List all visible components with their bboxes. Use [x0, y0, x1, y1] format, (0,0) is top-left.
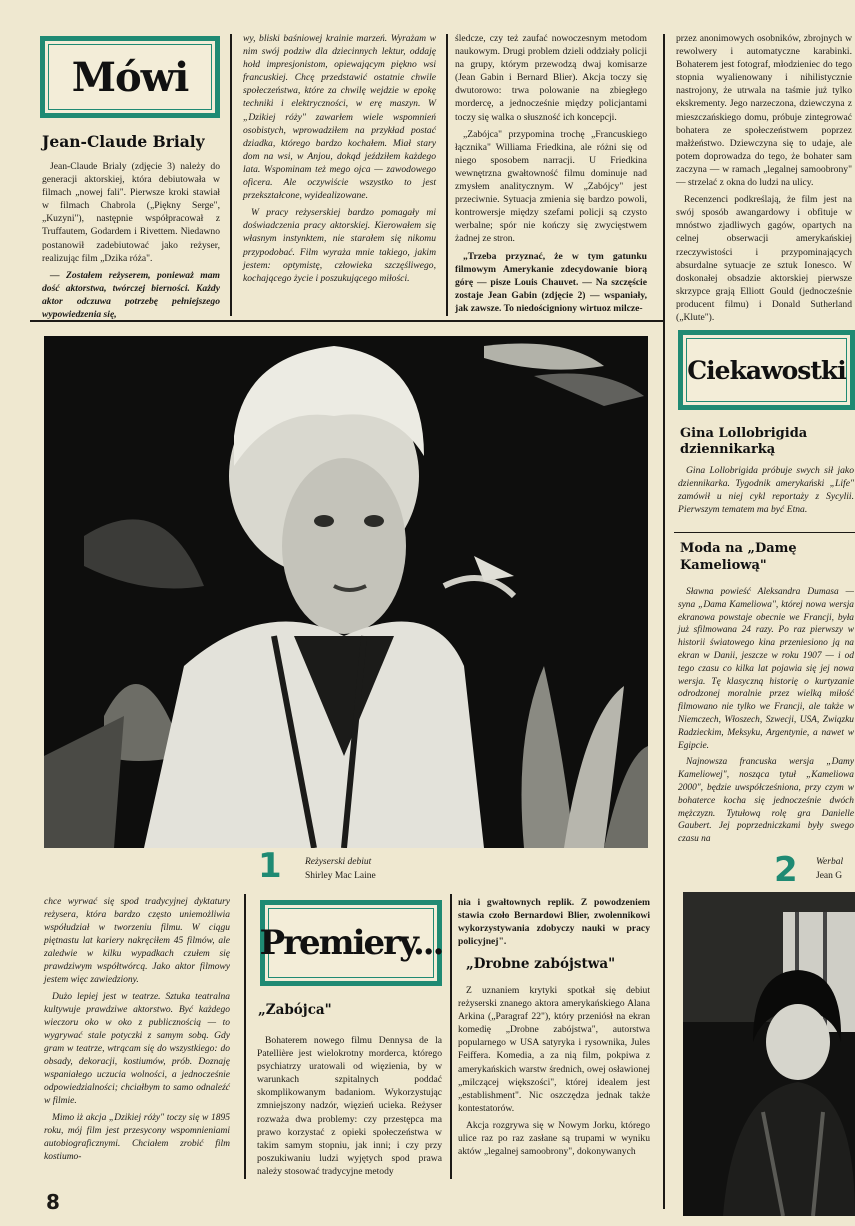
photo-1-caption-title: Reżyserski debiut	[305, 857, 372, 867]
column-divider	[450, 894, 452, 1179]
paragraph: Bohaterem nowego filmu Dennysa de la Patellière jest wielokrotny morderca, którego psychiatrzy uratowali od więzienia, by w warunkach szpitalnych poddać skomplikowanym badaniom. Wykorzystując zmniejszony nadzór, więzień ucieka. Reżyser rozważa dwa problemy: czy przestępca ma prawo korzystać z opieki społeczeństwa w takim samym stopniu, jak inni; i czy przy poszukiwaniu ludzi wyjętych spod prawa należy stosować tradycyjne metody	[257, 1035, 442, 1177]
section-title-mowi: Mówi	[40, 36, 220, 118]
column-divider	[230, 34, 232, 316]
paragraph: W pracy reżyserskiej bardzo pomagały mi doświadczenia pracy aktorskiej. Kierowałem się własnym instynktem, nie starałem się nikomu przypodobać. Film wyraża mnie takiego, jakim jestem: optymistę, człowieka szczęśliwego, kochającego życie i poszukującego miłości.	[243, 207, 436, 284]
photo-1-caption-name: Shirley Mac Laine	[305, 871, 376, 881]
photo-1-number: 1	[258, 846, 282, 886]
right-column-top	[676, 32, 852, 328]
heading-drobne-zabojstwa: „Drobne zabójstwa"	[466, 956, 616, 972]
column-divider	[663, 34, 665, 1209]
bottom-column-2	[257, 1034, 442, 1182]
paragraph: nia i gwałtownych replik. Z powodzeniem stawia czoło Bernardowi Blier, zwolennikowi wykorzystywania zdobyczy nauki w pracy policyjnej".	[458, 897, 650, 948]
section-title-premiery: Premiery...	[260, 900, 442, 986]
paragraph: chce wyrwać się spod tradycyjnej dyktatury reżysera, która bardzo często uniemożliwia współudział w tworzeniu filmu. W ciągu piętnastu lat kariery nakręciłem 45 filmów, ale zaledwie w kilku wypadkach czułem się prawdziwym współtwórcą. Jako aktor filmowy jestem więc zawiedziony.	[44, 897, 230, 985]
paragraph: Akcja rozgrywa się w Nowym Jorku, którego ulice raz po raz zasłane są trupami w wyniku aktów „legalnej samoobrony", dokonywanych	[458, 1119, 650, 1158]
mowi-column-2	[243, 32, 436, 289]
column-divider	[244, 894, 246, 1179]
divider	[674, 532, 855, 533]
section-title-ciekawostki: Ciekawostki	[678, 330, 855, 410]
photo-shirley-maclaine	[44, 336, 648, 848]
paragraph: „Zabójca" przypomina trochę „Francuskiego łącznika" Williama Friedkina, ale różni się od niego sposobem narracji. U Friedkina wewnętrzna gwałtowność filmu dominuje nad zmysłem analitycznym. W „Zabójcy" jest przeciwnie. Sytuacja zmienia się bardzo powoli, kontrowersje między szefami policji są czysto werbalne; spór nie kończy się zwycięstwem żadnej ze stron.	[455, 128, 647, 245]
paragraph: — Zostałem reżyserem, ponieważ mam dość aktorstwa, twórczej bierności. Każdy aktor odczuwa potrzebę pełniejszego wypowiedzenia się,	[42, 269, 220, 321]
photo-2-caption-title: Werbal	[816, 857, 844, 867]
page-number: 8	[46, 1190, 60, 1214]
heading-lollobrigida: Gina Lollobrigida dziennikarką	[680, 426, 808, 457]
lollobrigida-text	[678, 464, 854, 520]
mowi-column-3	[455, 32, 647, 319]
paragraph: Najnowsza francuska wersja „Damy Kameliowej", nosząca tytuł „Kameliowa 2000", będzie uwspółcześniona, przy czym w bohaterce kocha się jednocześnie dwóch mężczyzn. Tytułową rolę gra Danielle Gaubert. Jej poprzedniczkami były swego czasu na	[678, 757, 854, 845]
divider	[30, 320, 663, 322]
paragraph: wy, bliski baśniowej krainie marzeń. Wyrażam w nim swój podziw dla dziecinnych lektur, oddaję hołd impresjonistom, opiewającym piękno wsi francuskiej. Chcę przedstawić ostatnie chwile społeczeństwa, które za chwilę wejdzie w epokę techniki i elektryczności, w erę maszyn. W „Dzikiej róży" zawarłem wiele wspomnień osobistych, wprowadziłem na przykład postać dziadka, którego bardzo kochałem. Miał stary dom na wsi, w Anjou, dokąd jeździłem każdego lata. Wspominam też mego ojca — zawodowego oficera. Ale oczywiście wszystko to jest przekształcone, wyidealizowane.	[243, 33, 436, 202]
headline-brialy: Jean-Claude Brialy	[42, 132, 205, 151]
heading-dama-kameliowa: Moda na „Damę Kameliową"	[680, 541, 797, 573]
paragraph: Sławna powieść Aleksandra Dumasa — syna „Dama Kameliowa", której nowa wersja ekranowa powstaje obecnie we Francji, była już sfilmowana 24 razy. Po raz pierwszy w historii światowego kina przeniesiono ją na ekran w Danii, jeszcze w roku 1907 — i od tego czasu co kilka lat pojawia się jej nowa wersja. Tę klasyczną historię o kurtyzanie odrodzonej moralnie przez wielką miłość filmowano nie tylko we Francji, ale także w Niemczech, Włoszech, Szwecji, USA, Związku Radzieckim, Meksyku, Argentynie, a nawet w Egipcie.	[678, 587, 854, 751]
paragraph: Z uznaniem krytyki spotkał się debiut reżyserski znanego aktora amerykańskiego Alana Arkina („Paragraf 22"), który przeniósł na ekran komedię „Drobne zabójstwa", autorstwa popularnego w USA satyryka i rysownika, Jules Feiffera. Komedia, a za nią film, pokpiwa z amerykańskich warstw średnich, owej osławionej „milczącej większości", której idealem jest „establishment". Nic oszczędza jednak także kontestatorów.	[458, 985, 650, 1114]
bottom-column-1	[44, 896, 230, 1168]
paragraph: Dużo lepiej jest w teatrze. Sztuka teatralna kultywuje prawdziwe aktorstwo. Być każdego wieczoru oko w oko z publicznością — to wygrywać stale potyczki z samym sobą. Gdy gram w teatrze, wtrącam się do wszystkiego: do obsady, dekoracji, kostiumów, prób. Doznaję wspaniałego uczucia wolności, a jednocześnie odpowiedzialności; chciałbym to samo odnaleźć w filmie.	[44, 992, 230, 1106]
bottom-column-3b	[458, 984, 650, 1162]
kameliowa-text	[678, 586, 854, 850]
photo-illustration	[683, 892, 855, 1216]
mowi-column-1	[42, 160, 220, 325]
column-divider	[446, 34, 448, 316]
paragraph: „Trzeba przyznać, że w tym gatunku filmowym Amerykanie zdecydowanie biorą górę — pisze Louis Chauvet. — Na szczęście zostaje Jean Gabin (zdjęcie 2) — wspaniały, jak zawsze. To niedościgniony wirtuoz milcze-	[455, 250, 647, 314]
heading-zabojca: „Zabójca"	[258, 1002, 332, 1018]
paragraph: śledcze, czy też zaufać nowoczesnym metodom naukowym. Drugi problem dzieli oddziały policji na grupy, którym przewodzą dwaj komisarze (Jean Gabin i Bernard Blier). Akcja toczy się dwutorowo: trwa polowanie na zbiegłego mordercę, a jednocześnie między policjantami toczy się walka o słuszność ich koncepcji.	[455, 33, 647, 123]
paragraph: Mimo iż akcja „Dzikiej róży" toczy się w 1895 roku, mój film jest przesycony wspomnieniami autobiograficznymi. Chciałem zrobić film kostiumo-	[44, 1113, 230, 1162]
bottom-column-3	[458, 896, 650, 952]
paragraph: Gina Lollobrigida próbuje swych sił jako dziennikarka. Tygodnik amerykański „Life" zamówił u niej cykl reportaży z Sycylii. Pierwszym tematem ma być Etna.	[678, 465, 854, 516]
paragraph: Recenzenci podkreślają, że film jest na swój sposób awangardowy i obfituje w mnóstwo zjadliwych gagów, opartych na celnej obserwacji amerykańskiej rzeczywistości i przypominających absurdalne sytuacje ze sztuk Ionesco. W doskonałej obsadzie aktorskiej pierwsze skrzypce grają Elliott Gould (jednocześnie producent filmu) i Donald Sutherland („Klute").	[676, 194, 852, 323]
photo-2-caption-name: Jean G	[816, 871, 843, 881]
paragraph: przez anonimowych osobników, zbrojnych w rewolwery i automatyczne karabinki. Bohaterem jest fotograf, młodzieniec do tego stopnia wyalienowany i nihilistycznie nastrojony, że utrwala na taśmie już tylko ekskrementy. Jego narzeczona, dziewczyna z mieszczańskiego domu, próbuje zintegrować bohatera ze społeczeństwem poprzez małżeństwo. Dziewczyna się to udaje, ale potem doprowadza do tego, że bohater sam zaczyna — w ramach „legalnej samoobrony" — strzelać z okna do ludzi na ulicy.	[676, 33, 852, 189]
photo-illustration	[44, 336, 648, 848]
photo-2-number: 2	[774, 850, 798, 890]
photo-jean-gabin	[683, 892, 855, 1216]
paragraph: Jean-Claude Brialy (zdjęcie 3) należy do generacji aktorskiej, która debiutowała w filmach „nowej fali". Pierwsze kroki stawiał w filmach Chabrola („Piękny Serge", „Kuzyni"), następnie współpracował z Truffautem, Godardem i Rivettem. Niedawno postanowił zadebiutować jako reżyser, realizując film „Dzika róża".	[42, 161, 220, 264]
